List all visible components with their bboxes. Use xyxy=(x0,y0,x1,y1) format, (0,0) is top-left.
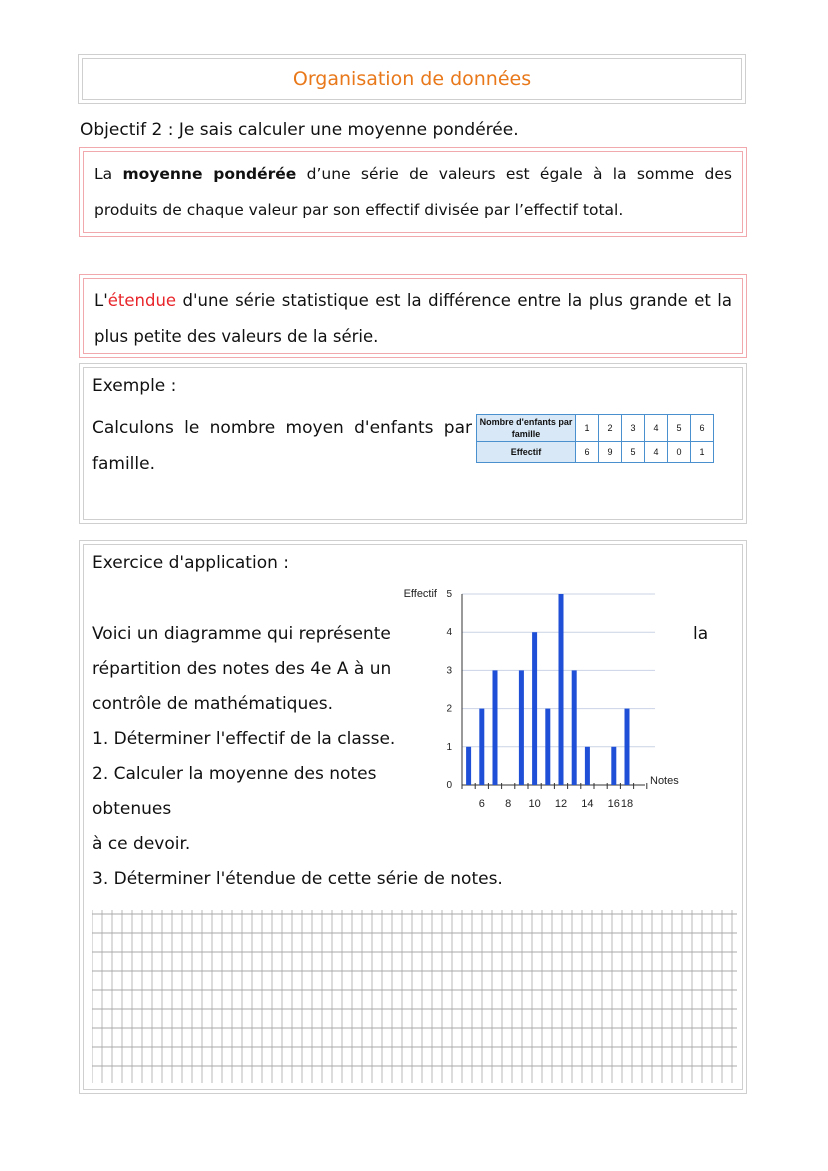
bar xyxy=(611,747,616,785)
definition-term: étendue xyxy=(107,291,177,310)
bar xyxy=(519,670,524,785)
grades-bar-chart xyxy=(380,580,680,815)
x-tick-label: 10 xyxy=(528,798,541,810)
exercise-line: 2. Calculer la moyenne des notes xyxy=(92,764,377,784)
x-tick-label: 8 xyxy=(505,798,512,810)
y-tick-label: 0 xyxy=(446,780,452,791)
example-title: Exemple : xyxy=(92,376,177,396)
exercise-line: à ce devoir. xyxy=(92,834,191,854)
definition-range xyxy=(83,278,743,354)
x-axis-label: Notes xyxy=(650,775,679,787)
title-box xyxy=(82,58,742,100)
definition-body: d'une série statistique est la différence entre la plus grande et la plus petite des valeurs de la série. xyxy=(94,291,732,346)
table-cell: 1 xyxy=(576,415,599,442)
exercise-title: Exercice d'application : xyxy=(92,553,290,573)
table-cell: 0 xyxy=(668,442,691,463)
table-header-cell: Nombre d'enfants par famille xyxy=(477,415,576,442)
y-tick-label: 4 xyxy=(446,627,452,639)
bar xyxy=(559,594,564,785)
exercise-line: 3. Déterminer l'étendue de cette série de notes. xyxy=(92,869,503,889)
bar xyxy=(572,670,577,785)
example-text: Calculons le nombre moyen d'enfants par famille. xyxy=(92,418,472,474)
x-tick-label: 6 xyxy=(478,798,485,810)
table-cell: 2 xyxy=(599,415,622,442)
table-cell: 5 xyxy=(622,442,645,463)
bar xyxy=(545,709,550,785)
bar xyxy=(479,709,484,785)
exercise-trailing-word: la xyxy=(693,624,709,644)
exercise-line: obtenues xyxy=(92,799,172,819)
x-tick-label: 16 xyxy=(607,798,620,810)
exercise-line: répartition des notes des 4e A à un xyxy=(92,659,392,679)
y-tick-label: 5 xyxy=(446,589,452,600)
bar xyxy=(532,632,537,785)
definition-weighted-mean-text xyxy=(94,156,732,228)
x-tick-label: 12 xyxy=(554,798,568,810)
y-tick-label: 3 xyxy=(446,665,452,677)
bar xyxy=(585,747,590,785)
bar xyxy=(466,747,471,785)
y-tick-label: 1 xyxy=(446,741,452,753)
table-cell: 6 xyxy=(691,415,714,442)
definition-intro: La xyxy=(94,165,123,183)
bar xyxy=(625,709,630,785)
table-cell: 3 xyxy=(622,415,645,442)
exercise-line: contrôle de mathématiques. xyxy=(92,694,333,714)
table-cell: 1 xyxy=(691,442,714,463)
definition-weighted-mean xyxy=(83,151,743,233)
x-tick-label: 18 xyxy=(620,798,634,810)
table-cell: 6 xyxy=(576,442,599,463)
y-axis-label: Effectif xyxy=(403,588,437,600)
definition-intro: L' xyxy=(94,291,108,310)
squared-paper-grid xyxy=(92,910,737,1083)
bar xyxy=(493,670,498,785)
exercise-line: Voici un diagramme qui représente xyxy=(92,624,391,644)
table-cell: 5 xyxy=(668,415,691,442)
definition-term: moyenne pondérée xyxy=(122,165,297,183)
x-tick-label: 14 xyxy=(581,798,594,810)
children-frequency-table xyxy=(476,414,714,463)
table-row xyxy=(477,415,714,442)
table-cell: 4 xyxy=(645,442,668,463)
table-row xyxy=(477,442,714,463)
exercise-line: 1. Déterminer l'effectif de la classe. xyxy=(92,729,396,749)
table-cell: 4 xyxy=(645,415,668,442)
table-cell: 9 xyxy=(599,442,622,463)
definition-range-text xyxy=(94,283,732,355)
table-header-cell: Effectif xyxy=(477,442,576,463)
y-tick-label: 2 xyxy=(446,703,452,715)
definition-body: d’une série de valeurs est égale à la somme des produits de chaque valeur par son effectif divisée par l’effectif total. xyxy=(94,165,732,219)
objective-heading: Objectif 2 : Je sais calculer une moyenne pondérée. xyxy=(80,120,519,140)
page-title: Organisation de données xyxy=(292,68,532,90)
